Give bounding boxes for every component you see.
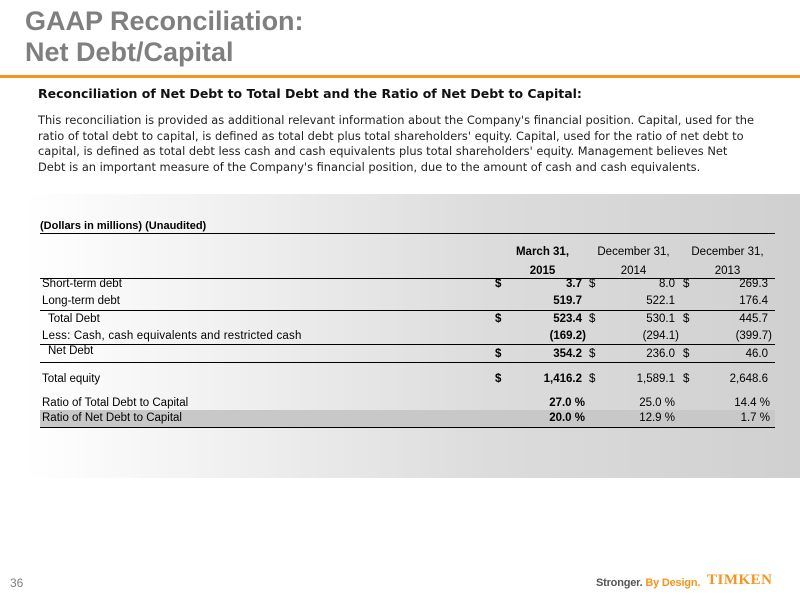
- column-header-dec-2014: December 31, 2014: [597, 246, 670, 277]
- table-row-long-term-debt: Long-term debt 519.7 522.1 176.4: [42, 295, 768, 307]
- table-row-total-equity: Total equity $ 1,416.2 $ 1,589.1 $ 2,648.6: [42, 373, 768, 385]
- orange-divider: [0, 75, 800, 78]
- row-rule: [40, 362, 775, 363]
- table-row-ratio-total-debt: Ratio of Total Debt to Capital 27.0 % 25.0 % 14.4 %: [42, 397, 770, 409]
- table-row-total-debt: Total Debt $ 523.4 $ 530.1 $ 445.7: [48, 313, 768, 325]
- timken-logo: TIMKEN: [707, 572, 773, 588]
- table-row-net-debt-values: $ 354.2 $ 236.0 $ 46.0: [495, 348, 768, 360]
- title-line-1: GAAP Reconciliation:: [25, 6, 304, 36]
- title-line-2: Net Debt/Capital: [25, 37, 234, 67]
- table-bottom-rule: [40, 427, 775, 428]
- table-row-net-debt: Net Debt: [48, 345, 94, 357]
- table-row-less-cash: Less: Cash, cash equivalents and restricted cash (169.2) (294.1) (399.7): [42, 330, 772, 342]
- tagline: Stronger. By Design.: [596, 577, 701, 589]
- column-header-mar-2015: March 31, 2015: [515, 246, 570, 277]
- table-row-ratio-net-debt: Ratio of Net Debt to Capital 20.0 % 12.9 % 1.7 %: [42, 412, 770, 424]
- table-row-short-term-debt: Short-term debt $ 3.7 $ 8.0 $ 269.3: [42, 278, 768, 290]
- column-header-dec-2013: December 31, 2013: [691, 246, 764, 277]
- page-number: 36: [10, 576, 24, 590]
- units-label: (Dollars in millions) (Unaudited): [40, 220, 775, 234]
- section-subtitle: Reconciliation of Net Debt to Total Debt and the Ratio of Net Debt to Capital:: [38, 86, 582, 101]
- page-title: [25, 6, 304, 68]
- intro-paragraph: This reconciliation is provided as additional relevant information about the Company's financial position. Capital, used for the ratio of total debt to capital, is defined as total debt plus total shareholders' equity. Capital, used for the ratio of net debt to capital, is defined as total debt less cash and cash equivalents plus total shareholders' equity. Management believes Net Debt is an important measure of the Company's financial position, due to the amount of cash and cash equivalents.: [38, 113, 755, 174]
